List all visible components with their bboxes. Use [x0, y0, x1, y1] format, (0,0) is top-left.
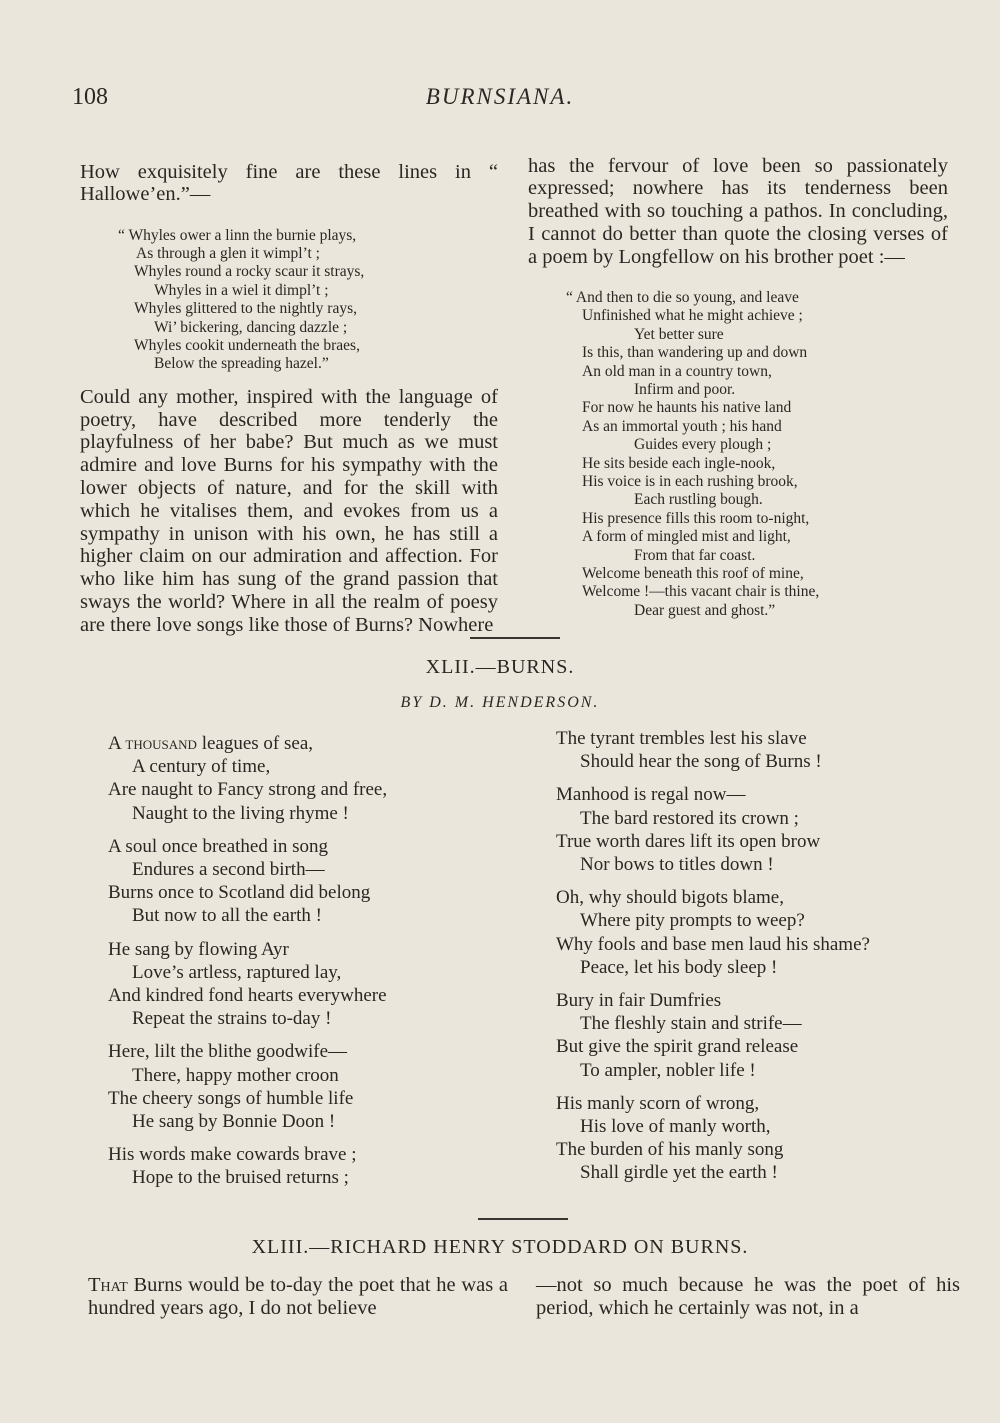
- quote-line: Unfinished what he might achieve ;: [582, 307, 803, 325]
- poem-line: The tyrant trembles lest his slave: [556, 728, 807, 749]
- right-paragraph: has the fervour of love been so passionately expressed; nowhere has its tenderness been breathed with so touching a pathos. In concluding, I cannot do better than quote the closing verses of a poem by Longfellow on his brother poet :—: [528, 154, 948, 268]
- poem-line: Bury in fair Dumfries: [556, 990, 722, 1012]
- poem-line: Are naught to Fancy strong and free,: [108, 779, 388, 801]
- poem-line: A soul once breathed in song: [108, 835, 329, 857]
- poem-line: Naught to the living rhyme !: [132, 802, 349, 824]
- poem-left-column: [108, 732, 528, 1200]
- quote-line: A form of mingled mist and light,: [582, 528, 791, 546]
- poem-line: Where pity prompts to weep?: [580, 910, 805, 932]
- quote-line: Below the spreading hazel.”: [154, 355, 329, 373]
- page-number: 108: [72, 84, 108, 110]
- quote-line: Whyles glittered to the nightly rays,: [134, 300, 357, 318]
- poem-line: A century of time,: [132, 756, 271, 778]
- opening-word: That: [88, 1274, 128, 1296]
- hallowe-en-quote: [118, 227, 498, 374]
- left-paragraph: Could any mother, inspired with the language of poetry, have described more tenderly the playfulness of her babe? But much as we must admire and love Burns for his sympathy with the lower objects of nature, and for the skill with which he vitalises them, and evokes from us a sympathy in unison with his own, he has still a higher claim on our admiration and affection. For who like him has sung of the grand passion that sways the world? Where in all the realm of poesy are there love songs like those of Burns? Nowhere: [80, 385, 498, 636]
- quote-line: His voice is in each rushing brook,: [582, 473, 798, 491]
- poem-line: True worth dares lift its open brow: [556, 830, 821, 852]
- poem-line: His manly scorn of wrong,: [556, 1092, 760, 1114]
- quote-line: “ And then to die so young, and leave: [566, 288, 799, 306]
- poem-line: But give the spirit grand release: [556, 1036, 799, 1058]
- poem-line: Repeat the strains to-day !: [132, 1008, 332, 1030]
- section-title-xlii: XLII.—BURNS.: [425, 656, 575, 678]
- xliii-right-text: —not so much because he was the poet of his period, which he certainly was not, in a: [536, 1274, 960, 1319]
- poem-line: Manhood is regal now—: [556, 784, 746, 806]
- poem-line: Shall girdle yet the earth !: [580, 1162, 778, 1184]
- quote-line: Yet better sure: [634, 325, 724, 343]
- quote-line: “ Whyles ower a linn the burnie plays,: [118, 226, 357, 244]
- quote-line: As an immortal youth ; his hand: [582, 417, 782, 435]
- xliii-left-body: Burns would be to-day the poet that he was a hundred years ago, I do not believe: [88, 1274, 508, 1319]
- stanza: [108, 1143, 528, 1189]
- quote-line: Whyles in a wiel it dimpl’t ;: [154, 281, 329, 299]
- quote-line: Infirm and poor.: [634, 381, 736, 399]
- stanza: [556, 1092, 976, 1185]
- poem-line: [108, 732, 528, 755]
- poem-line: Should hear the song of Burns !: [580, 751, 822, 773]
- poem-line: He sang by flowing Ayr: [108, 938, 289, 960]
- poem-line: Why fools and base men laud his shame?: [556, 933, 870, 955]
- quote-line: Is this, than wandering up and down: [582, 344, 808, 362]
- quote-line: From that far coast.: [634, 546, 756, 564]
- stanza: [556, 989, 976, 1082]
- poem-line: Nor bows to titles down !: [580, 854, 774, 876]
- quote-line: Dear guest and ghost.”: [634, 601, 776, 619]
- poem-line: Peace, let his body sleep !: [580, 956, 778, 978]
- opening-words: A thousand: [108, 733, 197, 754]
- section-divider: [478, 1218, 568, 1220]
- section-title-xliii: XLIII.—RICHARD HENRY STODDARD ON BURNS.: [251, 1236, 749, 1258]
- quote-line: He sits beside each ingle-nook,: [582, 454, 776, 472]
- quote-line: For now he haunts his native land: [582, 399, 792, 417]
- quote-line: Welcome !—this vacant chair is thine,: [582, 583, 820, 601]
- quote-line: An old man in a country town,: [582, 362, 772, 380]
- quote-line: As through a glen it wimpl’t ;: [136, 245, 320, 262]
- poem-line: His love of manly worth,: [580, 1116, 771, 1138]
- stanza: [108, 835, 528, 928]
- byline: BY D. M. HENDERSON.: [400, 694, 600, 711]
- section-divider: [470, 637, 560, 639]
- quote-line: His presence fills this room to-night,: [582, 509, 810, 527]
- stanza: [556, 783, 976, 876]
- poem-line: He sang by Bonnie Doon !: [132, 1111, 336, 1133]
- stanza: [108, 732, 528, 825]
- quote-line: Welcome beneath this roof of mine,: [582, 565, 804, 583]
- poem-line: The bard restored its crown ;: [580, 807, 799, 829]
- poem-line: Love’s artless, raptured lay,: [132, 961, 342, 983]
- poem-line: Burns once to Scotland did belong: [108, 882, 371, 904]
- quote-line: Wi’ bickering, dancing dazzle ;: [154, 318, 348, 336]
- quote-line: Whyles cookit underneath the braes,: [134, 337, 360, 355]
- quote-line: Whyles round a rocky scaur it strays,: [134, 263, 365, 281]
- right-column: [528, 134, 948, 620]
- xliii-left-text: [88, 1274, 508, 1320]
- poem-right-column: [556, 727, 976, 1195]
- poem-line: To ampler, nobler life !: [580, 1059, 756, 1081]
- poem-line: The burden of his manly song: [556, 1139, 784, 1161]
- left-intro: How exquisitely fine are these lines in “ Hallowe’en.”—: [80, 160, 498, 206]
- poem-line: The cheery songs of humble life: [108, 1087, 354, 1109]
- opening-line-rest: leagues of sea,: [196, 733, 313, 754]
- stanza: [108, 1040, 528, 1133]
- left-column: [80, 140, 498, 657]
- poem-line: His words make cowards brave ;: [108, 1144, 357, 1166]
- stanza: [556, 886, 976, 979]
- poem-line: Hope to the bruised returns ;: [132, 1167, 349, 1189]
- poem-line: Here, lilt the blithe goodwife—: [108, 1041, 348, 1063]
- stanza: [556, 727, 976, 773]
- poem-line: Oh, why should bigots blame,: [556, 887, 784, 909]
- poem-line: Endures a second birth—: [132, 859, 325, 881]
- quote-line: Each rustling bough.: [634, 491, 763, 509]
- running-title: BURNSIANA.: [425, 84, 575, 109]
- poem-line: And kindred fond hearts everywhere: [108, 985, 387, 1007]
- poem-line: The fleshly stain and strife—: [580, 1013, 802, 1035]
- longfellow-quote: [566, 289, 948, 620]
- stanza: [108, 938, 528, 1031]
- poem-line: There, happy mother croon: [132, 1064, 339, 1086]
- quote-line: Guides every plough ;: [634, 436, 772, 454]
- poem-line: But now to all the earth !: [132, 905, 322, 927]
